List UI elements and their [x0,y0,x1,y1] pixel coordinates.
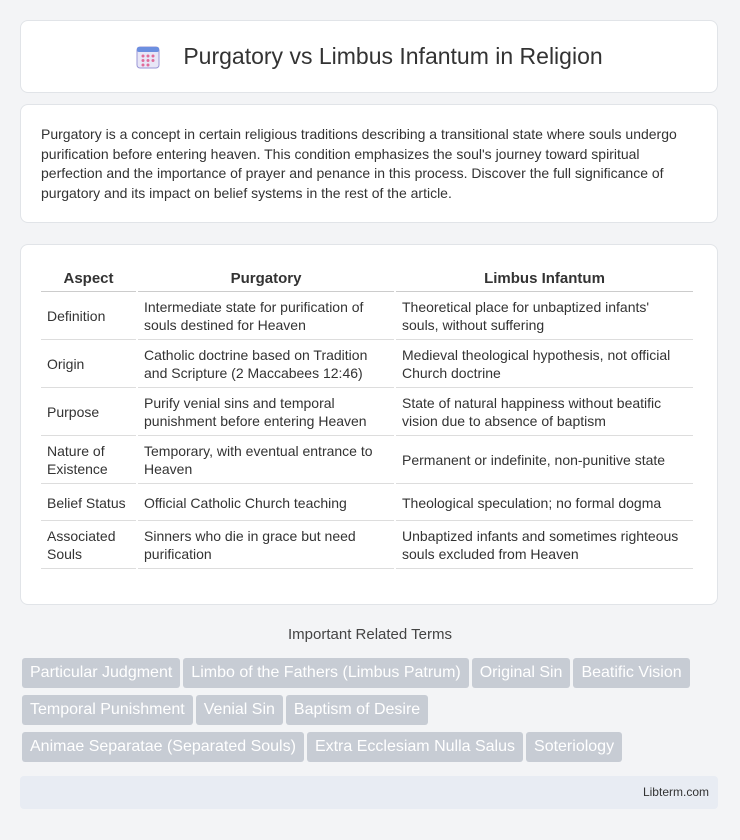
header-aspect: Aspect [41,265,136,292]
table-row [41,436,693,484]
title-card [20,20,718,93]
cell-aspect: Associated Souls [41,521,136,569]
cell-aspect: Nature of Existence [41,436,136,484]
term-tag[interactable]: Venial Sin [196,695,283,725]
related-terms-list [22,658,722,769]
cell-purgatory: Sinners who die in grace but need purification [138,521,394,569]
cell-aspect: Origin [41,340,136,388]
comparison-table-card [20,244,718,605]
related-terms-heading: Important Related Terms [288,626,452,643]
table-row [41,340,693,388]
term-tag[interactable]: Temporal Punishment [22,695,193,725]
term-tag[interactable]: Extra Ecclesiam Nulla Salus [307,732,523,762]
header-limbus-infantum: Limbus Infantum [396,265,693,292]
cell-aspect: Belief Status [41,484,136,521]
term-tag[interactable]: Particular Judgment [22,658,180,688]
table-row [41,484,693,521]
footer [20,776,718,809]
table-header-row [41,265,693,292]
cell-purgatory: Official Catholic Church teaching [138,484,394,521]
cell-limbus: Medieval theological hypothesis, not official Church doctrine [396,340,693,388]
cell-purgatory: Catholic doctrine based on Tradition and Scripture (2 Maccabees 12:46) [138,340,394,388]
cell-aspect: Definition [41,292,136,340]
term-tag[interactable]: Beatific Vision [573,658,689,688]
cell-purgatory: Intermediate state for purification of souls destined for Heaven [138,292,394,340]
cell-limbus: Theoretical place for unbaptized infants' souls, without suffering [396,292,693,340]
intro-text: Purgatory is a concept in certain religious traditions describing a transitional state where souls undergo purification before entering heaven. This condition emphasizes the soul's journey toward spiritual perfection and the importance of prayer and penance in this process. Discover the full significance of purgatory and its impact on belief systems in the rest of the article. [41,126,677,201]
footer-site-link[interactable]: Libterm.com [642,785,709,799]
cell-limbus: Theological speculation; no formal dogma [396,484,693,521]
term-tag[interactable]: Limbo of the Fathers (Limbus Patrum) [183,658,468,688]
header-purgatory: Purgatory [138,265,394,292]
intro-card [20,104,718,223]
cell-aspect: Purpose [41,388,136,436]
cell-limbus: Unbaptized infants and sometimes righteous souls excluded from Heaven [396,521,693,569]
term-tag[interactable]: Soteriology [526,732,622,762]
calendar-grid-icon [135,44,161,70]
term-tag[interactable]: Original Sin [472,658,571,688]
cell-purgatory: Purify venial sins and temporal punishment before entering Heaven [138,388,394,436]
page-title: Purgatory vs Limbus Infantum in Religion [183,43,603,69]
term-tag[interactable]: Animae Separatae (Separated Souls) [22,732,304,762]
cell-limbus: State of natural happiness without beatific vision due to absence of baptism [396,388,693,436]
table-row [41,388,693,436]
table-row [41,521,693,569]
table-row [41,292,693,340]
term-tag[interactable]: Baptism of Desire [286,695,428,725]
comparison-table [39,265,695,569]
cell-limbus: Permanent or indefinite, non-punitive state [396,436,693,484]
cell-purgatory: Temporary, with eventual entrance to Heaven [138,436,394,484]
